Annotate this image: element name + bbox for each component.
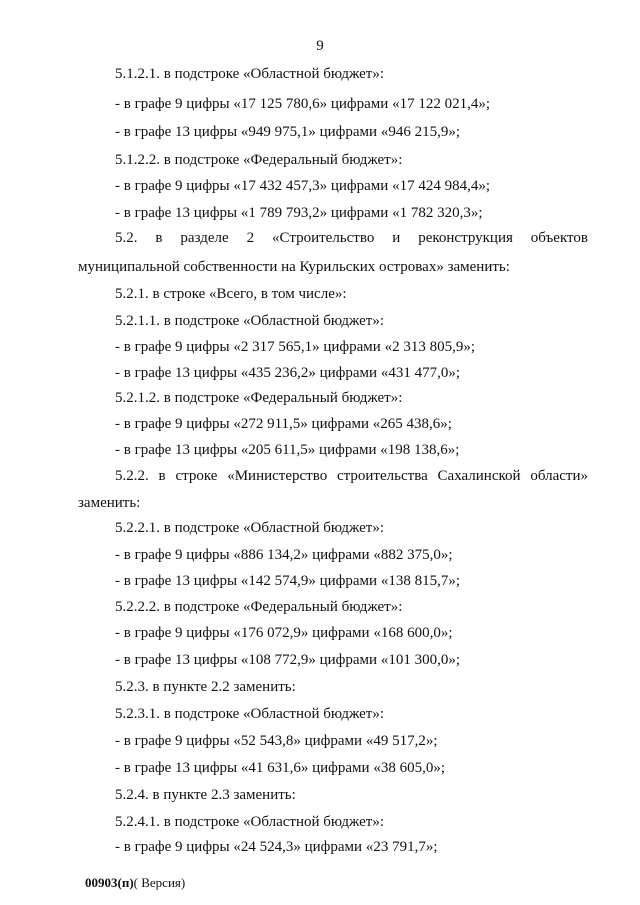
text-line: - в графе 13 цифры «108 772,9» цифрами «101 300,0»; bbox=[115, 652, 460, 668]
text-line: 5.2.3.1. в подстроке «Областной бюджет»: bbox=[115, 706, 385, 722]
text-line: 5.2.2.2. в подстроке «Федеральный бюджет»: bbox=[115, 599, 403, 615]
text-line: - в графе 9 цифры «17 125 780,6» цифрами «17 122 021,4»; bbox=[115, 96, 490, 112]
document-version: ( Версия) bbox=[133, 875, 186, 890]
text-line: - в графе 13 цифры «1 789 793,2» цифрами «1 782 320,3»; bbox=[115, 205, 483, 221]
text-line: - в графе 9 цифры «52 543,8» цифрами «49 517,2»; bbox=[115, 733, 438, 749]
text-line: - в графе 13 цифры «142 574,9» цифрами «138 815,7»; bbox=[115, 573, 460, 589]
document-code: 00903(п) bbox=[85, 875, 134, 890]
text-line: 5.2.2.1. в подстроке «Областной бюджет»: bbox=[115, 520, 385, 536]
text-line: - в графе 13 цифры «41 631,6» цифрами «38 605,0»; bbox=[115, 760, 445, 776]
text-line: 5.1.2.1. в подстроке «Областной бюджет»: bbox=[115, 66, 385, 82]
text-line: 5.2.4. в пункте 2.3 заменить: bbox=[115, 787, 296, 803]
text-line: - в графе 9 цифры «24 524,3» цифрами «23 791,7»; bbox=[115, 839, 438, 855]
text-line: - в графе 9 цифры «886 134,2» цифрами «882 375,0»; bbox=[115, 547, 453, 563]
text-line: 5.2.1. в строке «Всего, в том числе»: bbox=[115, 286, 347, 302]
text-line: 5.2. в разделе 2 «Строительство и реконструкция объектов bbox=[115, 230, 588, 246]
page-number: 9 bbox=[316, 38, 324, 54]
paragraph-line-justified bbox=[78, 468, 588, 485]
text-line: заменить: bbox=[78, 495, 141, 511]
document-footer bbox=[85, 875, 185, 891]
text-line: муниципальной собственности на Курильских островах» заменить: bbox=[78, 259, 510, 275]
text-line: - в графе 9 цифры «2 317 565,1» цифрами «2 313 805,9»; bbox=[115, 339, 475, 355]
text-line: 5.1.2.2. в подстроке «Федеральный бюджет»: bbox=[115, 152, 403, 168]
paragraph-line-justified bbox=[78, 230, 588, 247]
text-line: 5.2.3. в пункте 2.2 заменить: bbox=[115, 679, 296, 695]
text-line: - в графе 9 цифры «17 432 457,3» цифрами «17 424 984,4»; bbox=[115, 178, 490, 194]
text-line: - в графе 13 цифры «205 611,5» цифрами «198 138,6»; bbox=[115, 442, 460, 458]
text-line: 5.2.1.2. в подстроке «Федеральный бюджет»: bbox=[115, 390, 403, 406]
text-line: - в графе 9 цифры «272 911,5» цифрами «265 438,6»; bbox=[115, 416, 452, 432]
text-line: - в графе 13 цифры «435 236,2» цифрами «431 477,0»; bbox=[115, 365, 460, 381]
text-line: - в графе 13 цифры «949 975,1» цифрами «946 215,9»; bbox=[115, 124, 460, 140]
text-line: 5.2.4.1. в подстроке «Областной бюджет»: bbox=[115, 814, 385, 830]
text-line: - в графе 9 цифры «176 072,9» цифрами «168 600,0»; bbox=[115, 625, 453, 641]
text-line: 5.2.2. в строке «Министерство строительства Сахалинской области» bbox=[115, 468, 588, 484]
text-line: 5.2.1.1. в подстроке «Областной бюджет»: bbox=[115, 313, 385, 329]
